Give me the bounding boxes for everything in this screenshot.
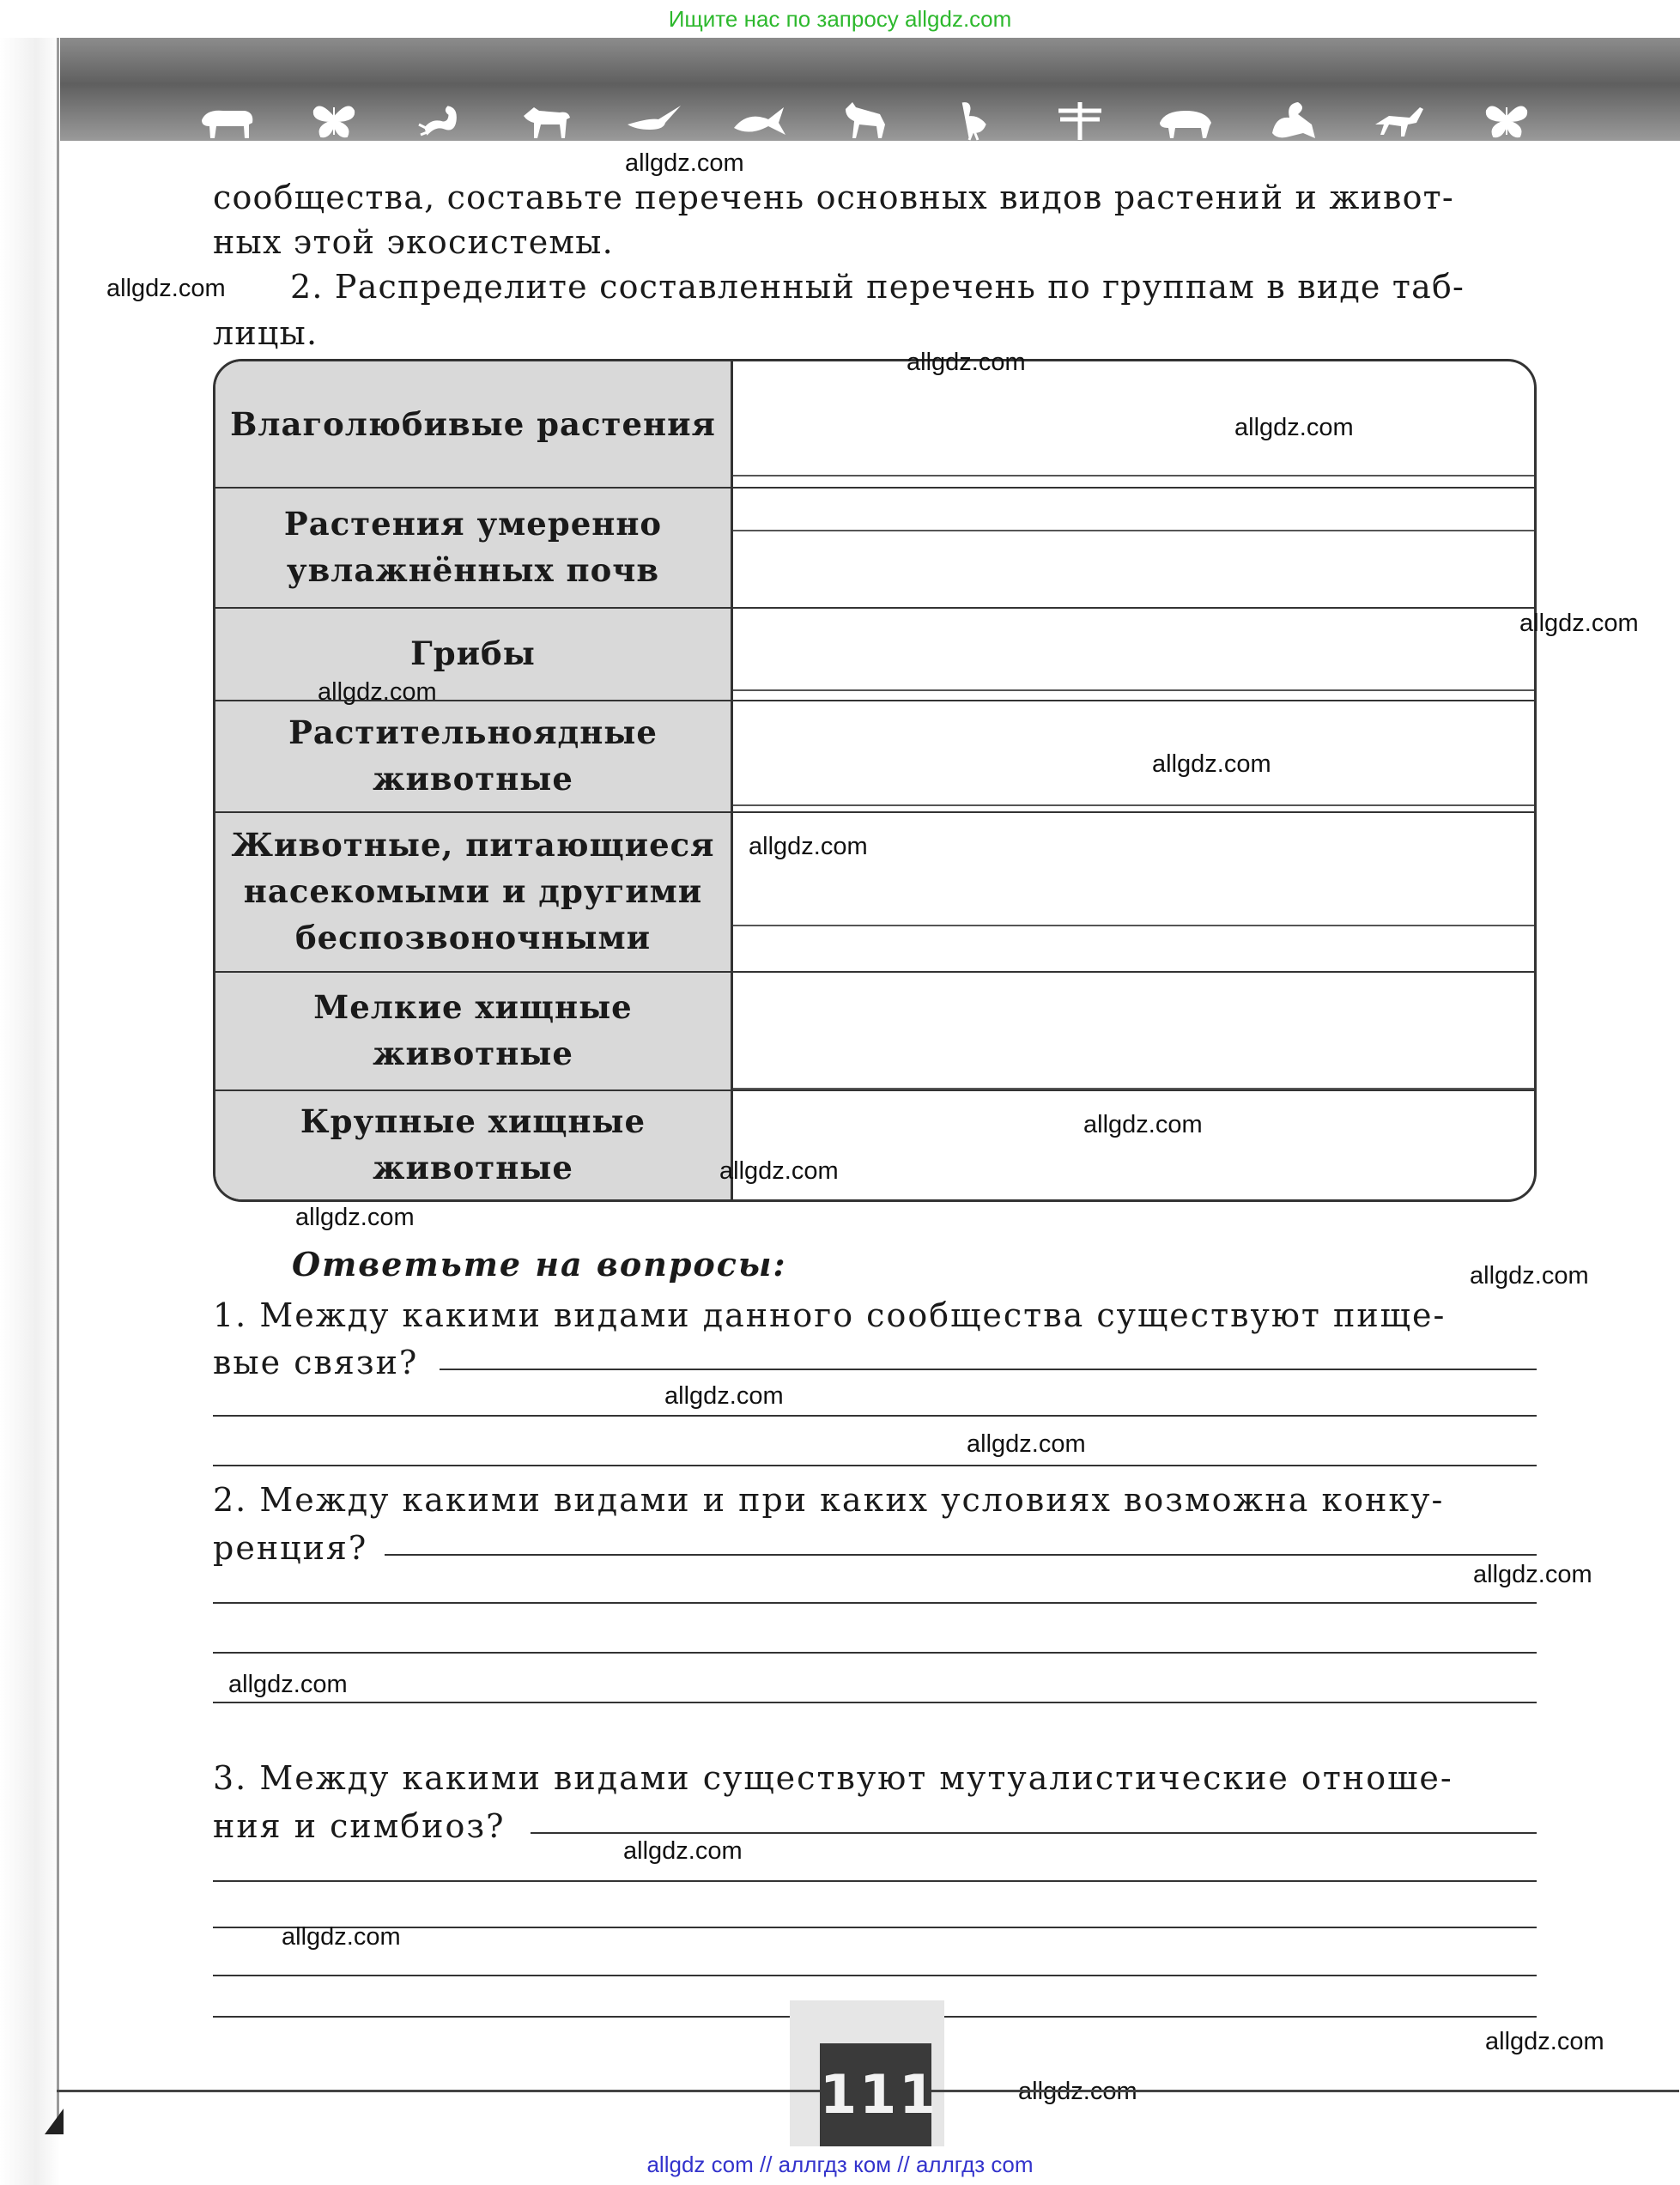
watermark: allgdz.com bbox=[623, 1837, 743, 1865]
question-3-line-1: 3. Между какими видами существуют мутуалистические отноше- bbox=[213, 1759, 1453, 1797]
table-row-label: Грибы bbox=[410, 634, 536, 672]
watermark: allgdz.com bbox=[1470, 1262, 1589, 1290]
task-2-line-1: 2. Распределите составленный перечень по группам в виде таб- bbox=[290, 268, 1465, 306]
bird-icon bbox=[624, 99, 684, 142]
scorpion-icon bbox=[410, 99, 470, 142]
answer-line[interactable] bbox=[213, 1602, 1537, 1604]
watermark: allgdz.com bbox=[1083, 1111, 1203, 1138]
watermark: allgdz.com bbox=[664, 1382, 784, 1410]
squirrel-icon bbox=[1264, 99, 1324, 142]
table-row-label: Влаголюбивые растения bbox=[230, 405, 716, 443]
watermark: allgdz.com bbox=[1152, 750, 1271, 778]
animal-silhouettes bbox=[197, 94, 1537, 146]
search-hint: Ищите нас по запросу allgdz.com bbox=[668, 6, 1012, 32]
corner-mark bbox=[45, 2109, 64, 2134]
page-number: 111 bbox=[820, 2043, 931, 2146]
question-2-line-1: 2. Между какими видами и при каких условиях возможна конку- bbox=[213, 1481, 1445, 1519]
antelope-icon bbox=[1370, 99, 1430, 142]
answer-line[interactable] bbox=[213, 1975, 1537, 1976]
watermark: allgdz.com bbox=[1234, 414, 1354, 441]
fish-icon bbox=[731, 99, 791, 142]
answer-line[interactable] bbox=[733, 689, 1534, 691]
table-row-label: Крупные хищные животные bbox=[300, 1102, 646, 1187]
answer-line[interactable] bbox=[213, 1927, 1537, 1928]
task-2-line-2: лицы. bbox=[213, 314, 318, 352]
intro-line-1: сообщества, составьте перечень основных видов растений и живот- bbox=[213, 179, 1454, 216]
page-fold-line bbox=[57, 38, 59, 2124]
answer-line[interactable] bbox=[213, 1880, 1537, 1882]
answer-line[interactable] bbox=[531, 1832, 1537, 1834]
butterfly-icon bbox=[1477, 99, 1537, 142]
watermark: allgdz.com bbox=[1473, 1561, 1592, 1588]
watermark: allgdz.com bbox=[1485, 2028, 1604, 2055]
answer-line[interactable] bbox=[733, 475, 1534, 476]
intro-line-2: ных этой экосистемы. bbox=[213, 223, 614, 261]
question-3-line-2: ния и симбиоз? bbox=[213, 1807, 506, 1845]
watermark: allgdz.com bbox=[749, 833, 868, 860]
questions-heading: Ответьте на вопросы: bbox=[292, 1245, 787, 1284]
table-row-label: Мелкие хищные животные bbox=[313, 988, 633, 1072]
answer-line[interactable] bbox=[213, 1702, 1537, 1703]
question-1-line-2: вые связи? bbox=[213, 1344, 419, 1381]
watermark: allgdz.com bbox=[967, 1430, 1086, 1458]
horse-icon bbox=[517, 99, 577, 142]
answer-line[interactable] bbox=[213, 1415, 1537, 1417]
table-row-label: Растительноядные животные bbox=[288, 713, 658, 798]
question-2-line-2: ренция? bbox=[213, 1529, 368, 1567]
heron-icon bbox=[943, 99, 1004, 142]
answer-line[interactable] bbox=[385, 1554, 1537, 1556]
watermark: allgdz.com bbox=[1018, 2078, 1137, 2105]
question-1-line-1: 1. Между какими видами данного сообщества существуют пище- bbox=[213, 1296, 1446, 1334]
table-row-label: Животные, питающиеся насекомыми и другими беспозвоночными bbox=[231, 826, 715, 956]
watermark: allgdz.com bbox=[282, 1923, 401, 1951]
answer-line[interactable] bbox=[733, 804, 1534, 806]
ox-icon bbox=[197, 99, 258, 142]
dragonfly-icon bbox=[1050, 99, 1110, 142]
deer-icon bbox=[837, 99, 897, 142]
footer-links[interactable]: allgdz com // аллгдз ком // аллгдз com bbox=[646, 2152, 1034, 2177]
watermark: allgdz.com bbox=[719, 1157, 839, 1185]
answer-line[interactable] bbox=[440, 1369, 1537, 1370]
watermark: allgdz.com bbox=[106, 275, 226, 302]
watermark: allgdz.com bbox=[228, 1671, 348, 1698]
page-binding-edge bbox=[0, 38, 60, 2185]
watermark: allgdz.com bbox=[625, 149, 744, 177]
watermark: allgdz.com bbox=[295, 1204, 415, 1231]
boar-icon bbox=[1156, 99, 1216, 142]
answer-line[interactable] bbox=[733, 530, 1534, 531]
table-row-label: Растения умеренно увлажнённых почв bbox=[283, 505, 663, 589]
answer-line[interactable] bbox=[213, 1465, 1537, 1466]
species-groups-table bbox=[213, 359, 1537, 1202]
watermark: allgdz.com bbox=[907, 349, 1026, 376]
watermark: allgdz.com bbox=[318, 678, 437, 706]
watermark: allgdz.com bbox=[1519, 610, 1639, 637]
butterfly-icon bbox=[304, 99, 364, 142]
answer-line[interactable] bbox=[213, 1652, 1537, 1654]
answer-line[interactable] bbox=[733, 925, 1534, 926]
